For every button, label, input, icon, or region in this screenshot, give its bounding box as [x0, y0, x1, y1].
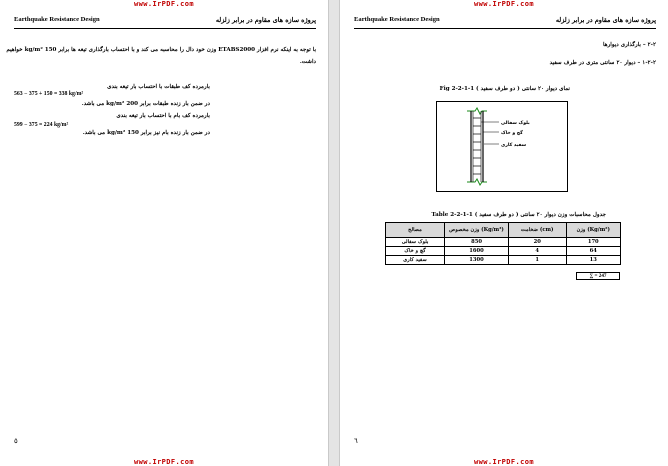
equation: 563 − 375 + 150 = 338 kg/m²	[14, 91, 84, 97]
table-caption: جدول محاسبات وزن دیوار ٢٠ سانتی ( دو طرف سفید ) Table 2-2-1-1	[431, 212, 606, 218]
wall-section-figure	[436, 101, 568, 192]
paragraph-line: داشت.	[299, 59, 316, 65]
table-header-cell: ضخامت (cm)	[508, 223, 566, 238]
table-header-row	[386, 223, 621, 238]
wall-weight-table	[385, 222, 621, 265]
left-page	[0, 0, 328, 466]
text-line: در ضمن بار زنده بام نیز برابر 150 kg/m² می باشد.	[82, 130, 210, 136]
header-title-fa: پروژه سازه های مقاوم در برابر زلزله	[555, 16, 656, 24]
table-sum-cell: ∑ = 247	[576, 272, 620, 280]
table-row	[386, 256, 621, 265]
table-cell: 850	[445, 238, 509, 247]
equation: 599 − 375 = 224 kg/m²	[14, 122, 69, 128]
table-header-cell: مصالح	[386, 223, 445, 238]
text-line: در ضمن بار زنده طبقات برابر 200 kg/m² می باشد.	[81, 101, 210, 107]
table-row	[386, 247, 621, 256]
text-line: بارمرده کف بام با احتساب بار تیغه بندی	[116, 113, 210, 119]
page-header	[14, 16, 316, 29]
header-title-en: Earthquake Resistance Design	[354, 16, 440, 23]
page-gutter	[328, 0, 340, 466]
header-title-fa: پروژه سازه های مقاوم در برابر زلزله	[215, 16, 316, 24]
figure-label: گچ و خاک	[501, 131, 523, 136]
right-page	[340, 0, 668, 466]
figure-label: سفید کاری	[501, 143, 527, 148]
section-title: ٢-٢ – بارگذاری دیوارها	[602, 42, 656, 48]
table-cell: 4	[508, 247, 566, 256]
table-row	[386, 238, 621, 247]
table-cell: 1300	[445, 256, 509, 265]
figure-label: بلوک سفالی	[501, 121, 530, 126]
table-cell: 20	[508, 238, 566, 247]
table-cell: سفید کاری	[386, 256, 445, 265]
table-cell: بلوک سفالی	[386, 238, 445, 247]
table-cell: 13	[566, 256, 621, 265]
header-title-en: Earthquake Resistance Design	[14, 16, 100, 23]
table-cell: گچ و خاک	[386, 247, 445, 256]
table-header-cell: وزن مخصوص (Kg/m³)	[445, 223, 509, 238]
watermark-top: www.IrPDF.com	[134, 0, 194, 8]
text-line: بارمرده کف طبقات با احتساب بار تیغه بندی	[107, 84, 210, 90]
figure-caption: نمای دیوار ٢٠ سانتی ( دو طرف سفید ) Fig 2-2-1-1	[439, 86, 570, 92]
watermark-top: www.IrPDF.com	[474, 0, 534, 8]
page-number: ٦	[354, 437, 358, 445]
page-header	[354, 16, 656, 29]
watermark-bottom: www.IrPDF.com	[474, 458, 534, 466]
watermark-bottom: www.IrPDF.com	[134, 458, 194, 466]
table-cell: 64	[566, 247, 621, 256]
table-cell: 1600	[445, 247, 509, 256]
table-cell: 170	[566, 238, 621, 247]
table-header-cell: وزن (Kg/m²)	[566, 223, 621, 238]
subsection-title: ٢-٢-١ – دیوار ٢٠ سانتی متری در طرف سفید	[549, 60, 656, 66]
table-cell: 1	[508, 256, 566, 265]
page-number: ٥	[14, 437, 18, 445]
paragraph-line: با توجه به اینکه نرم افزار ETABS2000 وزن خود دال را محاسبه می کند و با احتساب بارگذاری تیغه ها برابر 150 kg/m² خواهیم	[6, 47, 316, 53]
wall-section-drawing	[437, 102, 567, 191]
